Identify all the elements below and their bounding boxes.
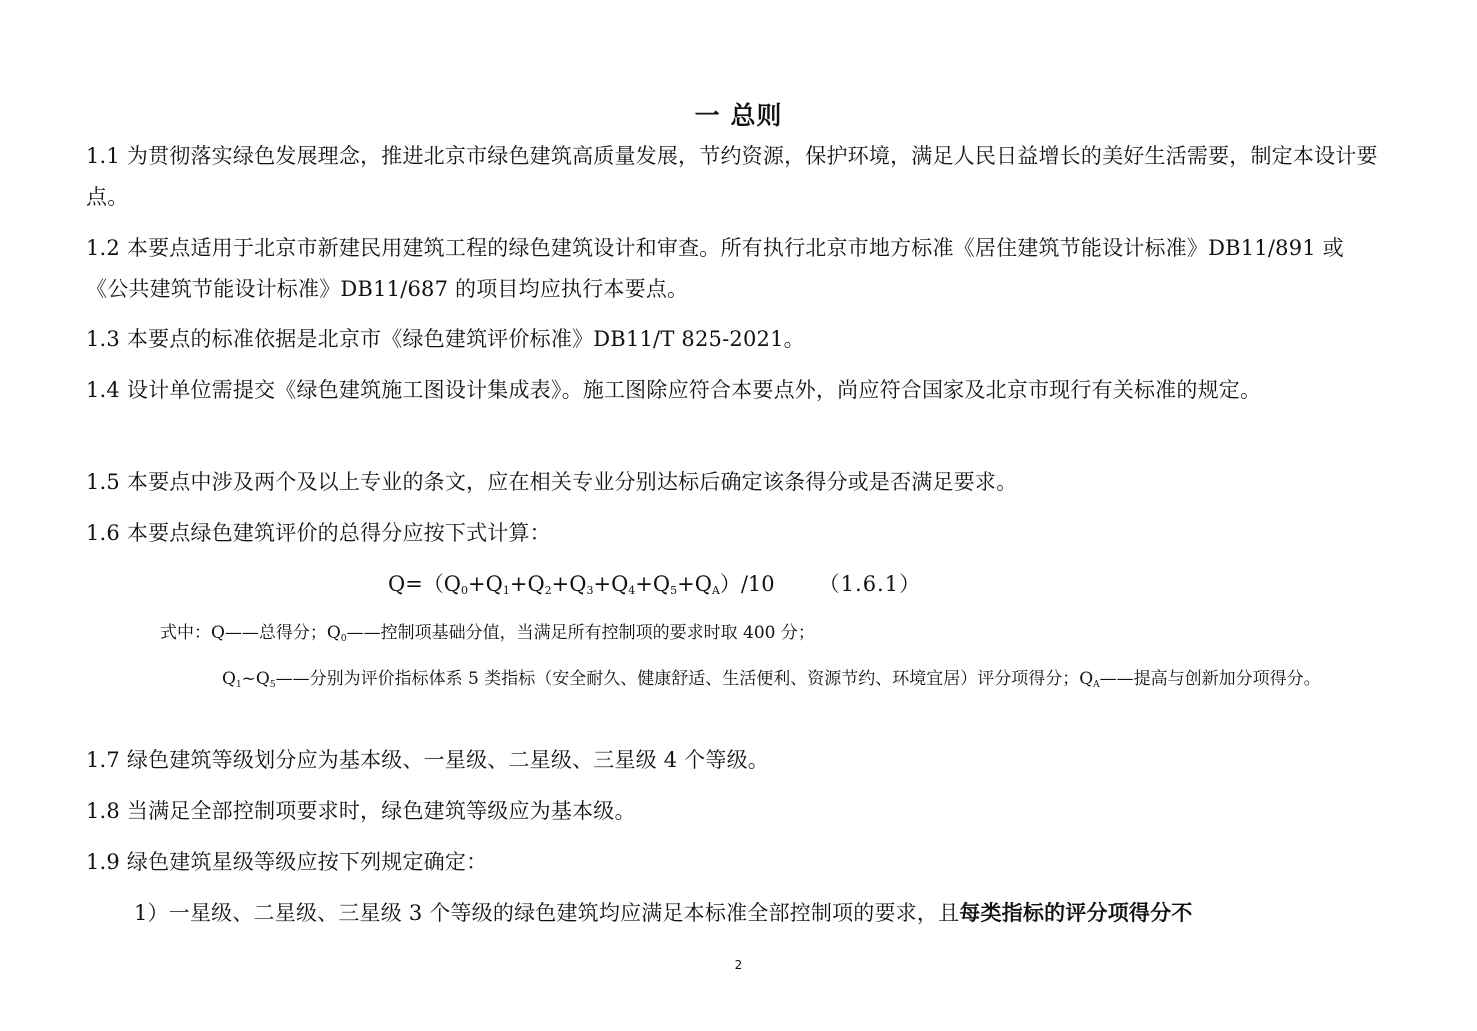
clause-1-1: 1.1 为贯彻落实绿色发展理念，推进北京市绿色建筑高质量发展，节约资源，保护环境，满足人民日益增长的美好生活需要，制定本设计要点。	[86, 144, 1378, 209]
clause-1-6: 1.6 本要点绿色建筑评价的总得分应按下式计算：	[86, 521, 551, 545]
formula-where-line-2: $Q_1\sim Q_5——$分别为评价指标体系 5 类指标（安全耐久、健康舒适、生活便利、资源节约、环境宜居）评分项得分；$Q_A——$提高与创新加分项得分。	[222, 669, 1321, 690]
clause-1-9: 1.9 绿色建筑星级等级应按下列规定确定：	[86, 850, 488, 874]
clause-1-7: 1.7 绿色建筑等级划分应为基本级、一星级、二星级、三星级 4 个等级。	[86, 748, 769, 772]
score-formula: $Q=(Q_0+Q_1+Q_2+Q_3+Q_4+Q_5+Q_A)/10$ （1.6.1）	[388, 572, 922, 597]
section-heading: 一 总则	[694, 101, 783, 130]
clause-1-3: 1.3 本要点的标准依据是北京市《绿色建筑评价标准》DB11/T 825-2021。	[86, 327, 805, 351]
clause-1-8: 1.8 当满足全部控制项要求时，绿色建筑等级应为基本级。	[86, 799, 636, 823]
emphasis-text: 每类指标的评分项得分不	[959, 901, 1193, 925]
page-number: 2	[734, 958, 743, 972]
clause-1-4: 1.4 设计单位需提交《绿色建筑施工图设计集成表》。施工图除应符合本要点外，尚应符合国家及北京市现行有关标准的规定。	[86, 378, 1262, 402]
formula-where-line-1: 式中：Q——总得分；$Q_0——$控制项基础分值，当满足所有控制项的要求时取 400 分；	[160, 623, 815, 644]
clause-1-9-item-1: 1）一星级、二星级、三星级 3 个等级的绿色建筑均应满足本标准全部控制项的要求，且每类指标的评分项得分不	[134, 901, 1193, 925]
formula-number: （1.6.1）	[818, 572, 922, 596]
clause-1-5: 1.5 本要点中涉及两个及以上专业的条文，应在相关专业分别达标后确定该条得分或是否满足要求。	[86, 470, 1018, 494]
clause-1-2: 1.2 本要点适用于北京市新建民用建筑工程的绿色建筑设计和审查。所有执行北京市地方标准《居住建筑节能设计标准》DB11/891 或《公共建筑节能设计标准》DB11/687 的项目均应执行本要点。	[86, 236, 1344, 301]
